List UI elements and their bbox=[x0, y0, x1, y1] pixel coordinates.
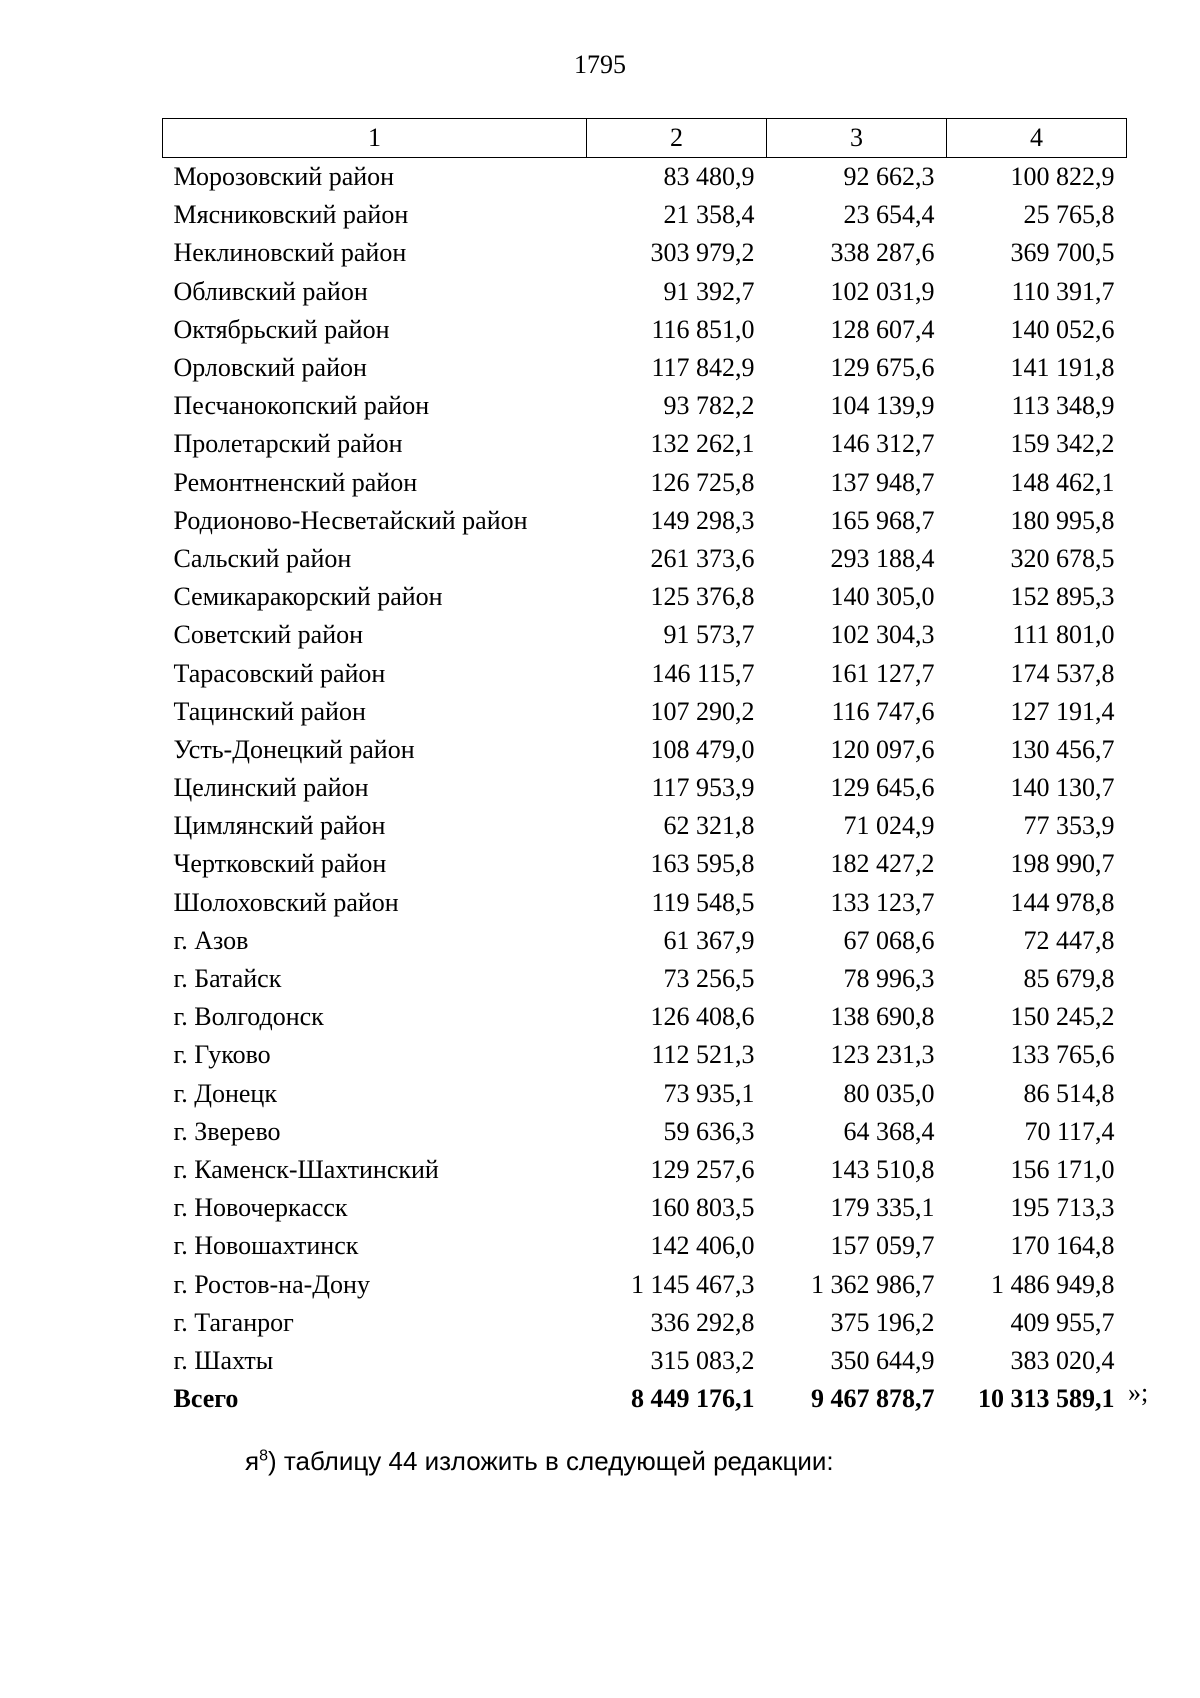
row-value: 83 480,9 bbox=[663, 162, 755, 192]
row-label: г. Таганрог bbox=[173, 1307, 294, 1337]
column-header: 3 bbox=[767, 119, 947, 158]
table-row bbox=[163, 425, 1127, 463]
row-value: 159 342,2 bbox=[1010, 429, 1115, 459]
row-value: 143 510,8 bbox=[830, 1154, 935, 1184]
row-label: Песчанокопский район bbox=[173, 391, 430, 421]
row-value: 315 083,2 bbox=[650, 1345, 755, 1375]
total-row bbox=[163, 1380, 1127, 1418]
row-label: Сальский район bbox=[173, 543, 352, 573]
row-label: г. Гуково bbox=[173, 1040, 271, 1070]
row-label: Пролетарский район bbox=[173, 429, 403, 459]
row-value: 1 362 986,7 bbox=[811, 1269, 935, 1299]
table-row bbox=[163, 1189, 1127, 1227]
table-row bbox=[163, 1113, 1127, 1151]
table-row bbox=[163, 807, 1127, 845]
row-label: г. Шахты bbox=[173, 1345, 274, 1375]
row-value: 123 231,3 bbox=[830, 1040, 935, 1070]
table-header-row bbox=[163, 119, 1127, 158]
row-value: 146 312,7 bbox=[830, 429, 935, 459]
row-label: г. Азов bbox=[173, 925, 249, 955]
row-value: 156 171,0 bbox=[1010, 1154, 1115, 1184]
row-value: 61 367,9 bbox=[663, 925, 755, 955]
row-value: 261 373,6 bbox=[650, 543, 755, 573]
table-row bbox=[163, 387, 1127, 425]
row-value: 133 123,7 bbox=[830, 887, 935, 917]
row-value: 1 145 467,3 bbox=[631, 1269, 755, 1299]
row-value: 161 127,7 bbox=[830, 658, 935, 688]
row-label: г. Новошахтинск bbox=[173, 1231, 359, 1261]
row-value: 77 353,9 bbox=[1023, 811, 1115, 841]
row-value: 129 257,6 bbox=[650, 1154, 755, 1184]
row-label: г. Каменск-Шахтинский bbox=[173, 1154, 439, 1184]
table-row bbox=[163, 196, 1127, 234]
instruction-prefix: я bbox=[245, 1446, 260, 1476]
row-value: 126 408,6 bbox=[650, 1002, 755, 1032]
total-value: 9 467 878,7 bbox=[811, 1384, 935, 1414]
table-row bbox=[163, 731, 1127, 769]
table-body bbox=[163, 158, 1127, 1381]
row-value: 21 358,4 bbox=[663, 200, 755, 230]
row-value: 91 573,7 bbox=[663, 620, 755, 650]
table-row bbox=[163, 1227, 1127, 1265]
table-row bbox=[163, 922, 1127, 960]
table-row bbox=[163, 654, 1127, 692]
row-value: 86 514,8 bbox=[1023, 1078, 1115, 1108]
row-value: 129 675,6 bbox=[830, 353, 935, 383]
budget-table bbox=[162, 118, 1127, 1418]
table-row bbox=[163, 693, 1127, 731]
row-value: 150 245,2 bbox=[1010, 1002, 1115, 1032]
row-value: 174 537,8 bbox=[1010, 658, 1115, 688]
row-value: 1 486 949,8 bbox=[991, 1269, 1115, 1299]
row-label: г. Зверево bbox=[173, 1116, 281, 1146]
instruction-superscript: 8 bbox=[259, 1447, 268, 1465]
row-value: 70 117,4 bbox=[1024, 1116, 1115, 1146]
row-value: 73 256,5 bbox=[663, 964, 755, 994]
closing-quote: »; bbox=[1128, 1378, 1149, 1407]
row-value: 152 895,3 bbox=[1010, 582, 1115, 612]
table-row bbox=[163, 1342, 1127, 1380]
row-value: 62 321,8 bbox=[663, 811, 755, 841]
table-row bbox=[163, 1151, 1127, 1189]
row-value: 160 803,5 bbox=[650, 1193, 755, 1223]
table-row bbox=[163, 1304, 1127, 1342]
table-row bbox=[163, 998, 1127, 1036]
row-value: 157 059,7 bbox=[830, 1231, 935, 1261]
row-label: Целинский район bbox=[173, 773, 369, 803]
instruction-text: ) таблицу 44 изложить в следующей редакции: bbox=[268, 1446, 834, 1476]
row-value: 102 304,3 bbox=[830, 620, 935, 650]
row-label: Орловский район bbox=[173, 353, 367, 383]
row-value: 91 392,7 bbox=[663, 276, 755, 306]
row-value: 293 188,4 bbox=[830, 543, 935, 573]
row-value: 100 822,9 bbox=[1010, 162, 1115, 192]
row-value: 59 636,3 bbox=[663, 1116, 755, 1146]
table-row bbox=[163, 158, 1127, 197]
table-row bbox=[163, 1036, 1127, 1074]
row-value: 116 851,0 bbox=[651, 314, 755, 344]
row-value: 142 406,0 bbox=[650, 1231, 755, 1261]
table-row bbox=[163, 960, 1127, 998]
row-label: г. Ростов-на-Дону bbox=[173, 1269, 370, 1299]
row-value: 137 948,7 bbox=[830, 467, 935, 497]
table-row bbox=[163, 540, 1127, 578]
row-value: 108 479,0 bbox=[650, 734, 755, 764]
row-value: 117 953,9 bbox=[651, 773, 755, 803]
row-value: 120 097,6 bbox=[830, 734, 935, 764]
row-value: 144 978,8 bbox=[1010, 887, 1115, 917]
row-value: 133 765,6 bbox=[1010, 1040, 1115, 1070]
row-value: 195 713,3 bbox=[1010, 1193, 1115, 1223]
row-value: 140 052,6 bbox=[1010, 314, 1115, 344]
row-value: 383 020,4 bbox=[1010, 1345, 1115, 1375]
column-header: 2 bbox=[587, 119, 767, 158]
row-value: 78 996,3 bbox=[843, 964, 935, 994]
row-value: 132 262,1 bbox=[650, 429, 755, 459]
column-header: 4 bbox=[947, 119, 1127, 158]
table-row bbox=[163, 464, 1127, 502]
row-value: 67 068,6 bbox=[843, 925, 935, 955]
row-label: Шолоховский район bbox=[173, 887, 399, 917]
row-label: Семикаракорский район bbox=[173, 582, 443, 612]
row-value: 72 447,8 bbox=[1023, 925, 1115, 955]
row-value: 23 654,4 bbox=[843, 200, 935, 230]
row-label: Усть-Донецкий район bbox=[173, 734, 415, 764]
row-value: 64 368,4 bbox=[843, 1116, 935, 1146]
row-label: Родионово-Несветайский район bbox=[173, 505, 528, 535]
row-value: 93 782,2 bbox=[663, 391, 755, 421]
row-value: 107 290,2 bbox=[650, 696, 755, 726]
instruction-paragraph bbox=[245, 1446, 834, 1477]
table-row bbox=[163, 234, 1127, 272]
row-value: 409 955,7 bbox=[1010, 1307, 1115, 1337]
row-label: г. Донецк bbox=[173, 1078, 277, 1108]
row-value: 85 679,8 bbox=[1023, 964, 1115, 994]
row-value: 303 979,2 bbox=[650, 238, 755, 268]
row-label: г. Батайск bbox=[173, 964, 282, 994]
row-label: Тарасовский район bbox=[173, 658, 386, 688]
row-value: 179 335,1 bbox=[830, 1193, 935, 1223]
row-value: 126 725,8 bbox=[650, 467, 755, 497]
row-value: 140 305,0 bbox=[830, 582, 935, 612]
row-value: 338 287,6 bbox=[830, 238, 935, 268]
table-row bbox=[163, 273, 1127, 311]
table-row bbox=[163, 502, 1127, 540]
row-label: г. Новочеркасск bbox=[173, 1193, 348, 1223]
row-value: 80 035,0 bbox=[843, 1078, 935, 1108]
row-value: 182 427,2 bbox=[830, 849, 935, 879]
table-row bbox=[163, 311, 1127, 349]
total-label: Всего bbox=[173, 1384, 239, 1414]
row-value: 116 747,6 bbox=[831, 696, 935, 726]
row-value: 102 031,9 bbox=[830, 276, 935, 306]
row-label: Цимлянский район bbox=[173, 811, 386, 841]
row-value: 110 391,7 bbox=[1011, 276, 1115, 306]
row-label: г. Волгодонск bbox=[173, 1002, 324, 1032]
row-value: 128 607,4 bbox=[830, 314, 935, 344]
table-row bbox=[163, 1265, 1127, 1303]
row-label: Неклиновский район bbox=[173, 238, 407, 268]
row-value: 170 164,8 bbox=[1010, 1231, 1115, 1261]
table-row bbox=[163, 769, 1127, 807]
row-label: Морозовский район bbox=[173, 162, 395, 192]
row-label: Мясниковский район bbox=[173, 200, 409, 230]
row-label: Чертковский район bbox=[173, 849, 387, 879]
total-value: 10 313 589,1 bbox=[978, 1384, 1115, 1414]
row-value: 336 292,8 bbox=[650, 1307, 755, 1337]
row-value: 320 678,5 bbox=[1010, 543, 1115, 573]
table-row bbox=[163, 578, 1127, 616]
row-value: 146 115,7 bbox=[651, 658, 755, 688]
row-value: 369 700,5 bbox=[1010, 238, 1115, 268]
row-label: Тацинский район bbox=[173, 696, 366, 726]
row-label: Октябрьский район bbox=[173, 314, 390, 344]
row-value: 125 376,8 bbox=[650, 582, 755, 612]
row-value: 113 348,9 bbox=[1011, 391, 1115, 421]
row-value: 111 801,0 bbox=[1012, 620, 1115, 650]
row-value: 127 191,4 bbox=[1010, 696, 1115, 726]
row-value: 119 548,5 bbox=[651, 887, 755, 917]
row-value: 148 462,1 bbox=[1010, 467, 1115, 497]
row-value: 165 968,7 bbox=[830, 505, 935, 535]
table-row bbox=[163, 1075, 1127, 1113]
row-value: 149 298,3 bbox=[650, 505, 755, 535]
row-value: 140 130,7 bbox=[1010, 773, 1115, 803]
row-label: Советский район bbox=[173, 620, 364, 650]
table-row bbox=[163, 349, 1127, 387]
total-value: 8 449 176,1 bbox=[631, 1384, 755, 1414]
row-value: 117 842,9 bbox=[651, 353, 755, 383]
row-label: Обливский район bbox=[173, 276, 368, 306]
table-row bbox=[163, 884, 1127, 922]
row-value: 350 644,9 bbox=[830, 1345, 935, 1375]
row-label: Ремонтненский район bbox=[173, 467, 418, 497]
row-value: 180 995,8 bbox=[1010, 505, 1115, 535]
row-value: 141 191,8 bbox=[1010, 353, 1115, 383]
row-value: 198 990,7 bbox=[1010, 849, 1115, 879]
row-value: 129 645,6 bbox=[830, 773, 935, 803]
row-value: 104 139,9 bbox=[830, 391, 935, 421]
row-value: 138 690,8 bbox=[830, 1002, 935, 1032]
row-value: 112 521,3 bbox=[651, 1040, 755, 1070]
row-value: 163 595,8 bbox=[650, 849, 755, 879]
row-value: 71 024,9 bbox=[843, 811, 935, 841]
column-header: 1 bbox=[163, 119, 587, 158]
page-number: 1795 bbox=[574, 50, 626, 79]
row-value: 25 765,8 bbox=[1023, 200, 1115, 230]
row-value: 375 196,2 bbox=[830, 1307, 935, 1337]
table-row bbox=[163, 616, 1127, 654]
row-value: 130 456,7 bbox=[1010, 734, 1115, 764]
row-value: 92 662,3 bbox=[843, 162, 935, 192]
row-value: 73 935,1 bbox=[663, 1078, 755, 1108]
table-row bbox=[163, 845, 1127, 883]
